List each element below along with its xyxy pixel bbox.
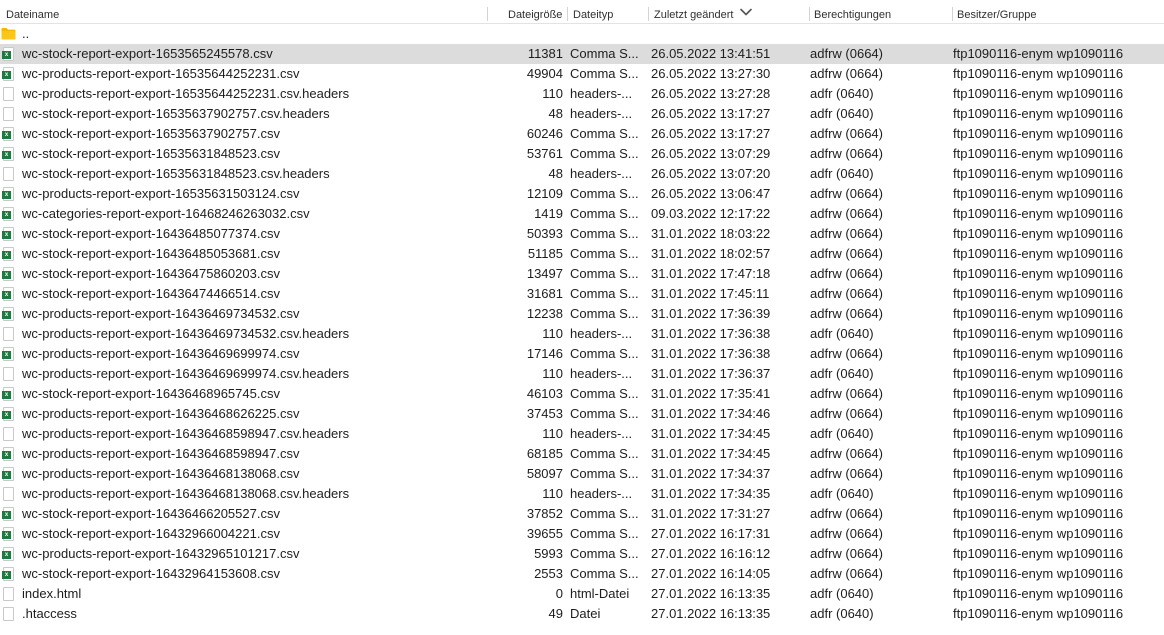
- file-permissions: adfrw (0664): [810, 306, 883, 321]
- file-row[interactable]: [0, 364, 1164, 384]
- file-permissions: adfrw (0664): [810, 246, 883, 261]
- blank-file-icon: [1, 424, 17, 444]
- file-permissions: adfr (0640): [810, 366, 874, 381]
- file-size: 46103: [526, 386, 563, 401]
- file-size: 68185: [526, 446, 563, 461]
- csv-file-icon: x: [1, 384, 17, 404]
- file-owner: ftp1090116-enym wp1090116: [953, 526, 1124, 541]
- file-name: wc-products-report-export-16535644252231.csv.headers: [22, 86, 350, 101]
- file-owner: ftp1090116-enym wp1090116: [953, 46, 1124, 61]
- file-size: 49: [548, 606, 563, 621]
- file-owner: ftp1090116-enym wp1090116: [953, 406, 1124, 421]
- column-header-type-label: Dateityp: [573, 9, 614, 21]
- sort-descending-icon: [740, 0, 752, 23]
- column-divider[interactable]: [567, 7, 568, 21]
- file-modified: 31.01.2022 17:36:37: [651, 366, 771, 381]
- file-name: wc-stock-report-export-16436485077374.csv: [22, 226, 280, 241]
- column-header-permissions-label: Berechtigungen: [814, 9, 892, 21]
- file-permissions: adfr (0640): [810, 106, 874, 121]
- column-header-modified[interactable]: [654, 0, 804, 23]
- file-permissions: adfr (0640): [810, 326, 874, 341]
- csv-file-icon: x: [1, 144, 17, 164]
- file-owner: ftp1090116-enym wp1090116: [953, 466, 1124, 481]
- file-size: 60246: [526, 126, 563, 141]
- file-type: headers-...: [570, 106, 633, 121]
- file-modified: 09.03.2022 12:17:22: [651, 206, 771, 221]
- file-name: wc-stock-report-export-1653565245578.csv: [22, 46, 273, 61]
- csv-file-icon: x: [1, 184, 17, 204]
- file-row[interactable]: [0, 164, 1164, 184]
- file-rows: [0, 44, 1164, 624]
- csv-file-icon: x: [1, 64, 17, 84]
- file-row[interactable]: [0, 484, 1164, 504]
- file-type: Comma S...: [570, 146, 639, 161]
- file-permissions: adfrw (0664): [810, 506, 883, 521]
- file-name: wc-stock-report-export-16436468965745.csv: [22, 386, 280, 401]
- file-modified: 31.01.2022 17:36:38: [651, 346, 771, 361]
- csv-file-icon: x: [1, 44, 17, 64]
- file-modified: 27.01.2022 16:14:05: [651, 566, 771, 581]
- file-size: 51185: [527, 246, 563, 261]
- file-modified: 26.05.2022 13:41:51: [651, 46, 771, 61]
- blank-file-icon: [1, 584, 17, 604]
- file-modified: 27.01.2022 16:17:31: [651, 526, 771, 541]
- file-row[interactable]: [0, 424, 1164, 444]
- file-name: ..: [22, 26, 30, 41]
- file-owner: ftp1090116-enym wp1090116: [953, 546, 1124, 561]
- blank-file-icon: [1, 604, 17, 624]
- file-permissions: adfrw (0664): [810, 66, 883, 81]
- file-owner: ftp1090116-enym wp1090116: [953, 226, 1124, 241]
- file-type: headers-...: [570, 426, 633, 441]
- file-modified: 26.05.2022 13:07:29: [651, 146, 771, 161]
- file-modified: 26.05.2022 13:17:27: [651, 126, 771, 141]
- file-modified: 31.01.2022 17:35:41: [651, 386, 771, 401]
- file-row[interactable]: [0, 224, 1164, 244]
- file-owner: ftp1090116-enym wp1090116: [953, 106, 1124, 121]
- file-permissions: adfr (0640): [810, 586, 874, 601]
- file-row[interactable]: [0, 244, 1164, 264]
- file-permissions: adfrw (0664): [810, 466, 883, 481]
- file-modified: 26.05.2022 13:17:27: [651, 106, 771, 121]
- file-name: wc-products-report-export-16535644252231.csv: [22, 66, 300, 81]
- blank-file-icon: [1, 324, 17, 344]
- file-permissions: adfrw (0664): [810, 286, 883, 301]
- file-name: wc-products-report-export-16436468138068.csv: [22, 466, 300, 481]
- file-row[interactable]: [0, 264, 1164, 284]
- file-permissions: adfrw (0664): [810, 126, 883, 141]
- file-type: Comma S...: [570, 466, 639, 481]
- column-header-type[interactable]: [573, 0, 645, 23]
- file-modified: 27.01.2022 16:13:35: [651, 606, 771, 621]
- file-name: wc-stock-report-export-16535631848523.csv.headers: [22, 166, 330, 181]
- column-header-modified-label: Zuletzt geändert: [654, 9, 734, 21]
- parent-directory-row[interactable]: [0, 24, 1164, 44]
- file-name: wc-stock-report-export-16432964153608.csv: [22, 566, 280, 581]
- file-size: 37453: [526, 406, 563, 421]
- file-type: Comma S...: [570, 346, 639, 361]
- file-size: 48: [548, 166, 563, 181]
- blank-file-icon: [1, 364, 17, 384]
- csv-file-icon: x: [1, 544, 17, 564]
- column-divider[interactable]: [648, 7, 649, 21]
- file-permissions: adfrw (0664): [810, 386, 883, 401]
- file-modified: 31.01.2022 17:34:45: [651, 446, 771, 461]
- file-row[interactable]: [0, 144, 1164, 164]
- file-owner: ftp1090116-enym wp1090116: [953, 166, 1124, 181]
- file-permissions: adfrw (0664): [810, 526, 883, 541]
- file-size: 53761: [526, 146, 563, 161]
- file-modified: 31.01.2022 17:36:38: [651, 326, 771, 341]
- file-modified: 26.05.2022 13:07:20: [651, 166, 771, 181]
- file-name: wc-stock-report-export-16432966004221.csv: [22, 526, 280, 541]
- file-owner: ftp1090116-enym wp1090116: [953, 346, 1124, 361]
- file-size: 2553: [534, 566, 563, 581]
- file-type: html-Datei: [570, 586, 630, 601]
- column-divider[interactable]: [809, 7, 810, 21]
- file-owner: ftp1090116-enym wp1090116: [953, 86, 1124, 101]
- file-row[interactable]: [0, 584, 1164, 604]
- file-modified: 26.05.2022 13:27:28: [651, 86, 771, 101]
- file-row[interactable]: [0, 184, 1164, 204]
- file-type: Datei: [570, 606, 601, 621]
- file-owner: ftp1090116-enym wp1090116: [953, 326, 1124, 341]
- file-owner: ftp1090116-enym wp1090116: [953, 606, 1124, 621]
- folder-icon: [1, 24, 17, 44]
- file-permissions: adfrw (0664): [810, 566, 883, 581]
- file-permissions: adfr (0640): [810, 426, 874, 441]
- file-type: Comma S...: [570, 306, 639, 321]
- file-row[interactable]: [0, 64, 1164, 84]
- file-modified: 31.01.2022 18:03:22: [651, 226, 771, 241]
- file-size: 5993: [534, 546, 563, 561]
- file-name: wc-stock-report-export-16436475860203.csv: [22, 266, 280, 281]
- file-modified: 31.01.2022 17:34:45: [651, 426, 771, 441]
- column-header-permissions[interactable]: [814, 0, 949, 23]
- file-name: wc-products-report-export-16535631503124.csv: [22, 186, 300, 201]
- file-type: Comma S...: [570, 506, 639, 521]
- file-modified: 27.01.2022 16:13:35: [651, 586, 771, 601]
- csv-file-icon: x: [1, 204, 17, 224]
- file-row[interactable]: [0, 504, 1164, 524]
- csv-file-icon: x: [1, 524, 17, 544]
- file-owner: ftp1090116-enym wp1090116: [953, 246, 1124, 261]
- file-row[interactable]: [0, 104, 1164, 124]
- file-row[interactable]: [0, 384, 1164, 404]
- file-name: wc-stock-report-export-16535637902757.csv.headers: [22, 106, 330, 121]
- file-size: 50393: [526, 226, 563, 241]
- column-divider[interactable]: [487, 7, 488, 21]
- file-permissions: adfrw (0664): [810, 46, 883, 61]
- file-owner: ftp1090116-enym wp1090116: [953, 146, 1124, 161]
- csv-file-icon: x: [1, 444, 17, 464]
- file-modified: 31.01.2022 17:34:35: [651, 486, 771, 501]
- file-name: wc-stock-report-export-16436466205527.csv: [22, 506, 280, 521]
- file-row[interactable]: [0, 304, 1164, 324]
- file-name: wc-products-report-export-16436468598947.csv: [22, 446, 300, 461]
- file-permissions: adfrw (0664): [810, 186, 883, 201]
- file-type: Comma S...: [570, 526, 639, 541]
- file-permissions: adfr (0640): [810, 166, 874, 181]
- csv-file-icon: x: [1, 284, 17, 304]
- file-owner: ftp1090116-enym wp1090116: [953, 186, 1124, 201]
- file-name: index.html: [22, 586, 82, 601]
- file-owner: ftp1090116-enym wp1090116: [953, 66, 1124, 81]
- file-type: Comma S...: [570, 266, 639, 281]
- file-name: .htaccess: [22, 606, 77, 621]
- file-modified: 31.01.2022 17:45:11: [651, 286, 770, 301]
- file-size: 39655: [526, 526, 563, 541]
- file-owner: ftp1090116-enym wp1090116: [953, 266, 1124, 281]
- file-size: 58097: [526, 466, 563, 481]
- file-type: Comma S...: [570, 286, 639, 301]
- file-owner: ftp1090116-enym wp1090116: [953, 306, 1124, 321]
- file-permissions: adfr (0640): [810, 606, 874, 621]
- file-size: 37852: [526, 506, 563, 521]
- file-name: wc-products-report-export-16436469734532.csv: [22, 306, 300, 321]
- column-header-size[interactable]: [508, 0, 566, 23]
- file-row[interactable]: [0, 404, 1164, 424]
- file-owner: ftp1090116-enym wp1090116: [953, 386, 1124, 401]
- csv-file-icon: x: [1, 564, 17, 584]
- file-type: Comma S...: [570, 566, 639, 581]
- csv-file-icon: x: [1, 264, 17, 284]
- file-permissions: adfr (0640): [810, 486, 874, 501]
- file-modified: 31.01.2022 17:34:37: [651, 466, 771, 481]
- csv-file-icon: x: [1, 404, 17, 424]
- file-row[interactable]: [0, 324, 1164, 344]
- file-owner: ftp1090116-enym wp1090116: [953, 486, 1124, 501]
- file-owner: ftp1090116-enym wp1090116: [953, 586, 1124, 601]
- blank-file-icon: [1, 104, 17, 124]
- file-type: Comma S...: [570, 246, 639, 261]
- file-row[interactable]: [0, 84, 1164, 104]
- csv-file-icon: x: [1, 344, 17, 364]
- file-permissions: adfrw (0664): [810, 266, 883, 281]
- file-modified: 31.01.2022 17:34:46: [651, 406, 771, 421]
- csv-file-icon: x: [1, 224, 17, 244]
- file-owner: ftp1090116-enym wp1090116: [953, 286, 1124, 301]
- file-size: 110: [542, 366, 563, 381]
- file-name: wc-products-report-export-16436468138068.csv.headers: [22, 486, 350, 501]
- file-size: 110: [542, 86, 563, 101]
- file-permissions: adfrw (0664): [810, 226, 883, 241]
- file-name: wc-stock-report-export-16535631848523.csv: [22, 146, 280, 161]
- file-type: Comma S...: [570, 386, 639, 401]
- file-permissions: adfrw (0664): [810, 546, 883, 561]
- file-type: Comma S...: [570, 46, 639, 61]
- file-owner: ftp1090116-enym wp1090116: [953, 126, 1124, 141]
- file-type: Comma S...: [570, 66, 639, 81]
- file-size: 110: [542, 486, 563, 501]
- file-modified: 26.05.2022 13:06:47: [651, 186, 771, 201]
- file-name: wc-products-report-export-16436468598947.csv.headers: [22, 426, 350, 441]
- column-header-size-label: Dateigröße: [508, 9, 563, 21]
- file-owner: ftp1090116-enym wp1090116: [953, 206, 1124, 221]
- file-permissions: adfr (0640): [810, 86, 874, 101]
- file-size: 17146: [526, 346, 563, 361]
- file-name: wc-categories-report-export-16468246263032.csv: [22, 206, 310, 221]
- column-header-name[interactable]: [6, 0, 476, 23]
- file-name: wc-stock-report-export-16436474466514.csv: [22, 286, 280, 301]
- file-size: 13497: [526, 266, 563, 281]
- column-header-name-label: Dateiname: [6, 9, 60, 21]
- file-name: wc-products-report-export-16436469734532.csv.headers: [22, 326, 350, 341]
- column-header-owner[interactable]: [957, 0, 1157, 23]
- csv-file-icon: x: [1, 244, 17, 264]
- file-modified: 31.01.2022 18:02:57: [651, 246, 771, 261]
- file-type: headers-...: [570, 366, 633, 381]
- file-size: 48: [548, 106, 563, 121]
- file-permissions: adfrw (0664): [810, 446, 883, 461]
- file-name: wc-products-report-export-16436469699974.csv.headers: [22, 366, 350, 381]
- file-row[interactable]: [0, 204, 1164, 224]
- file-type: headers-...: [570, 326, 633, 341]
- blank-file-icon: [1, 164, 17, 184]
- file-modified: 31.01.2022 17:31:27: [651, 506, 771, 521]
- file-size: 31681: [526, 286, 563, 301]
- file-type: Comma S...: [570, 406, 639, 421]
- file-size: 12238: [526, 306, 563, 321]
- file-name: wc-products-report-export-16432965101217.csv: [22, 546, 300, 561]
- column-header-row: [0, 0, 1164, 24]
- blank-file-icon: [1, 484, 17, 504]
- file-type: Comma S...: [570, 126, 639, 141]
- csv-file-icon: x: [1, 124, 17, 144]
- file-type: Comma S...: [570, 546, 639, 561]
- file-type: Comma S...: [570, 186, 639, 201]
- file-size: 12109: [526, 186, 563, 201]
- file-type: headers-...: [570, 486, 633, 501]
- file-size: 49904: [526, 66, 563, 81]
- file-type: headers-...: [570, 166, 633, 181]
- file-row[interactable]: [0, 344, 1164, 364]
- file-permissions: adfrw (0664): [810, 406, 883, 421]
- file-name: wc-products-report-export-16436468626225.csv: [22, 406, 300, 421]
- file-size: 1419: [534, 206, 563, 221]
- file-name: wc-stock-report-export-16436485053681.csv: [22, 246, 280, 261]
- file-permissions: adfrw (0664): [810, 146, 883, 161]
- file-row[interactable]: [0, 564, 1164, 584]
- file-type: Comma S...: [570, 446, 639, 461]
- file-size: 11381: [527, 46, 563, 61]
- file-owner: ftp1090116-enym wp1090116: [953, 446, 1124, 461]
- file-row[interactable]: [0, 544, 1164, 564]
- file-row[interactable]: [0, 444, 1164, 464]
- file-size: 0: [555, 586, 563, 601]
- csv-file-icon: x: [1, 464, 17, 484]
- file-modified: 26.05.2022 13:27:30: [651, 66, 771, 81]
- file-owner: ftp1090116-enym wp1090116: [953, 366, 1124, 381]
- file-name: wc-products-report-export-16436469699974.csv: [22, 346, 300, 361]
- file-modified: 27.01.2022 16:16:12: [651, 546, 771, 561]
- file-owner: ftp1090116-enym wp1090116: [953, 506, 1124, 521]
- file-owner: ftp1090116-enym wp1090116: [953, 566, 1124, 581]
- file-row[interactable]: [0, 464, 1164, 484]
- file-permissions: adfrw (0664): [810, 206, 883, 221]
- file-size: 110: [542, 426, 563, 441]
- file-name: wc-stock-report-export-16535637902757.csv: [22, 126, 280, 141]
- blank-file-icon: [1, 84, 17, 104]
- file-row[interactable]: [0, 524, 1164, 544]
- file-type: Comma S...: [570, 206, 639, 221]
- file-owner: ftp1090116-enym wp1090116: [953, 426, 1124, 441]
- file-row[interactable]: [0, 124, 1164, 144]
- file-modified: 31.01.2022 17:36:39: [651, 306, 771, 321]
- file-type: Comma S...: [570, 226, 639, 241]
- file-size: 110: [542, 326, 563, 341]
- file-row[interactable]: [0, 44, 1164, 64]
- file-modified: 31.01.2022 17:47:18: [651, 266, 771, 281]
- file-row[interactable]: [0, 604, 1164, 624]
- file-permissions: adfrw (0664): [810, 346, 883, 361]
- file-row[interactable]: [0, 284, 1164, 304]
- csv-file-icon: x: [1, 504, 17, 524]
- column-divider[interactable]: [952, 7, 953, 21]
- column-header-owner-label: Besitzer/Gruppe: [957, 9, 1037, 21]
- csv-file-icon: x: [1, 304, 17, 324]
- file-type: headers-...: [570, 86, 633, 101]
